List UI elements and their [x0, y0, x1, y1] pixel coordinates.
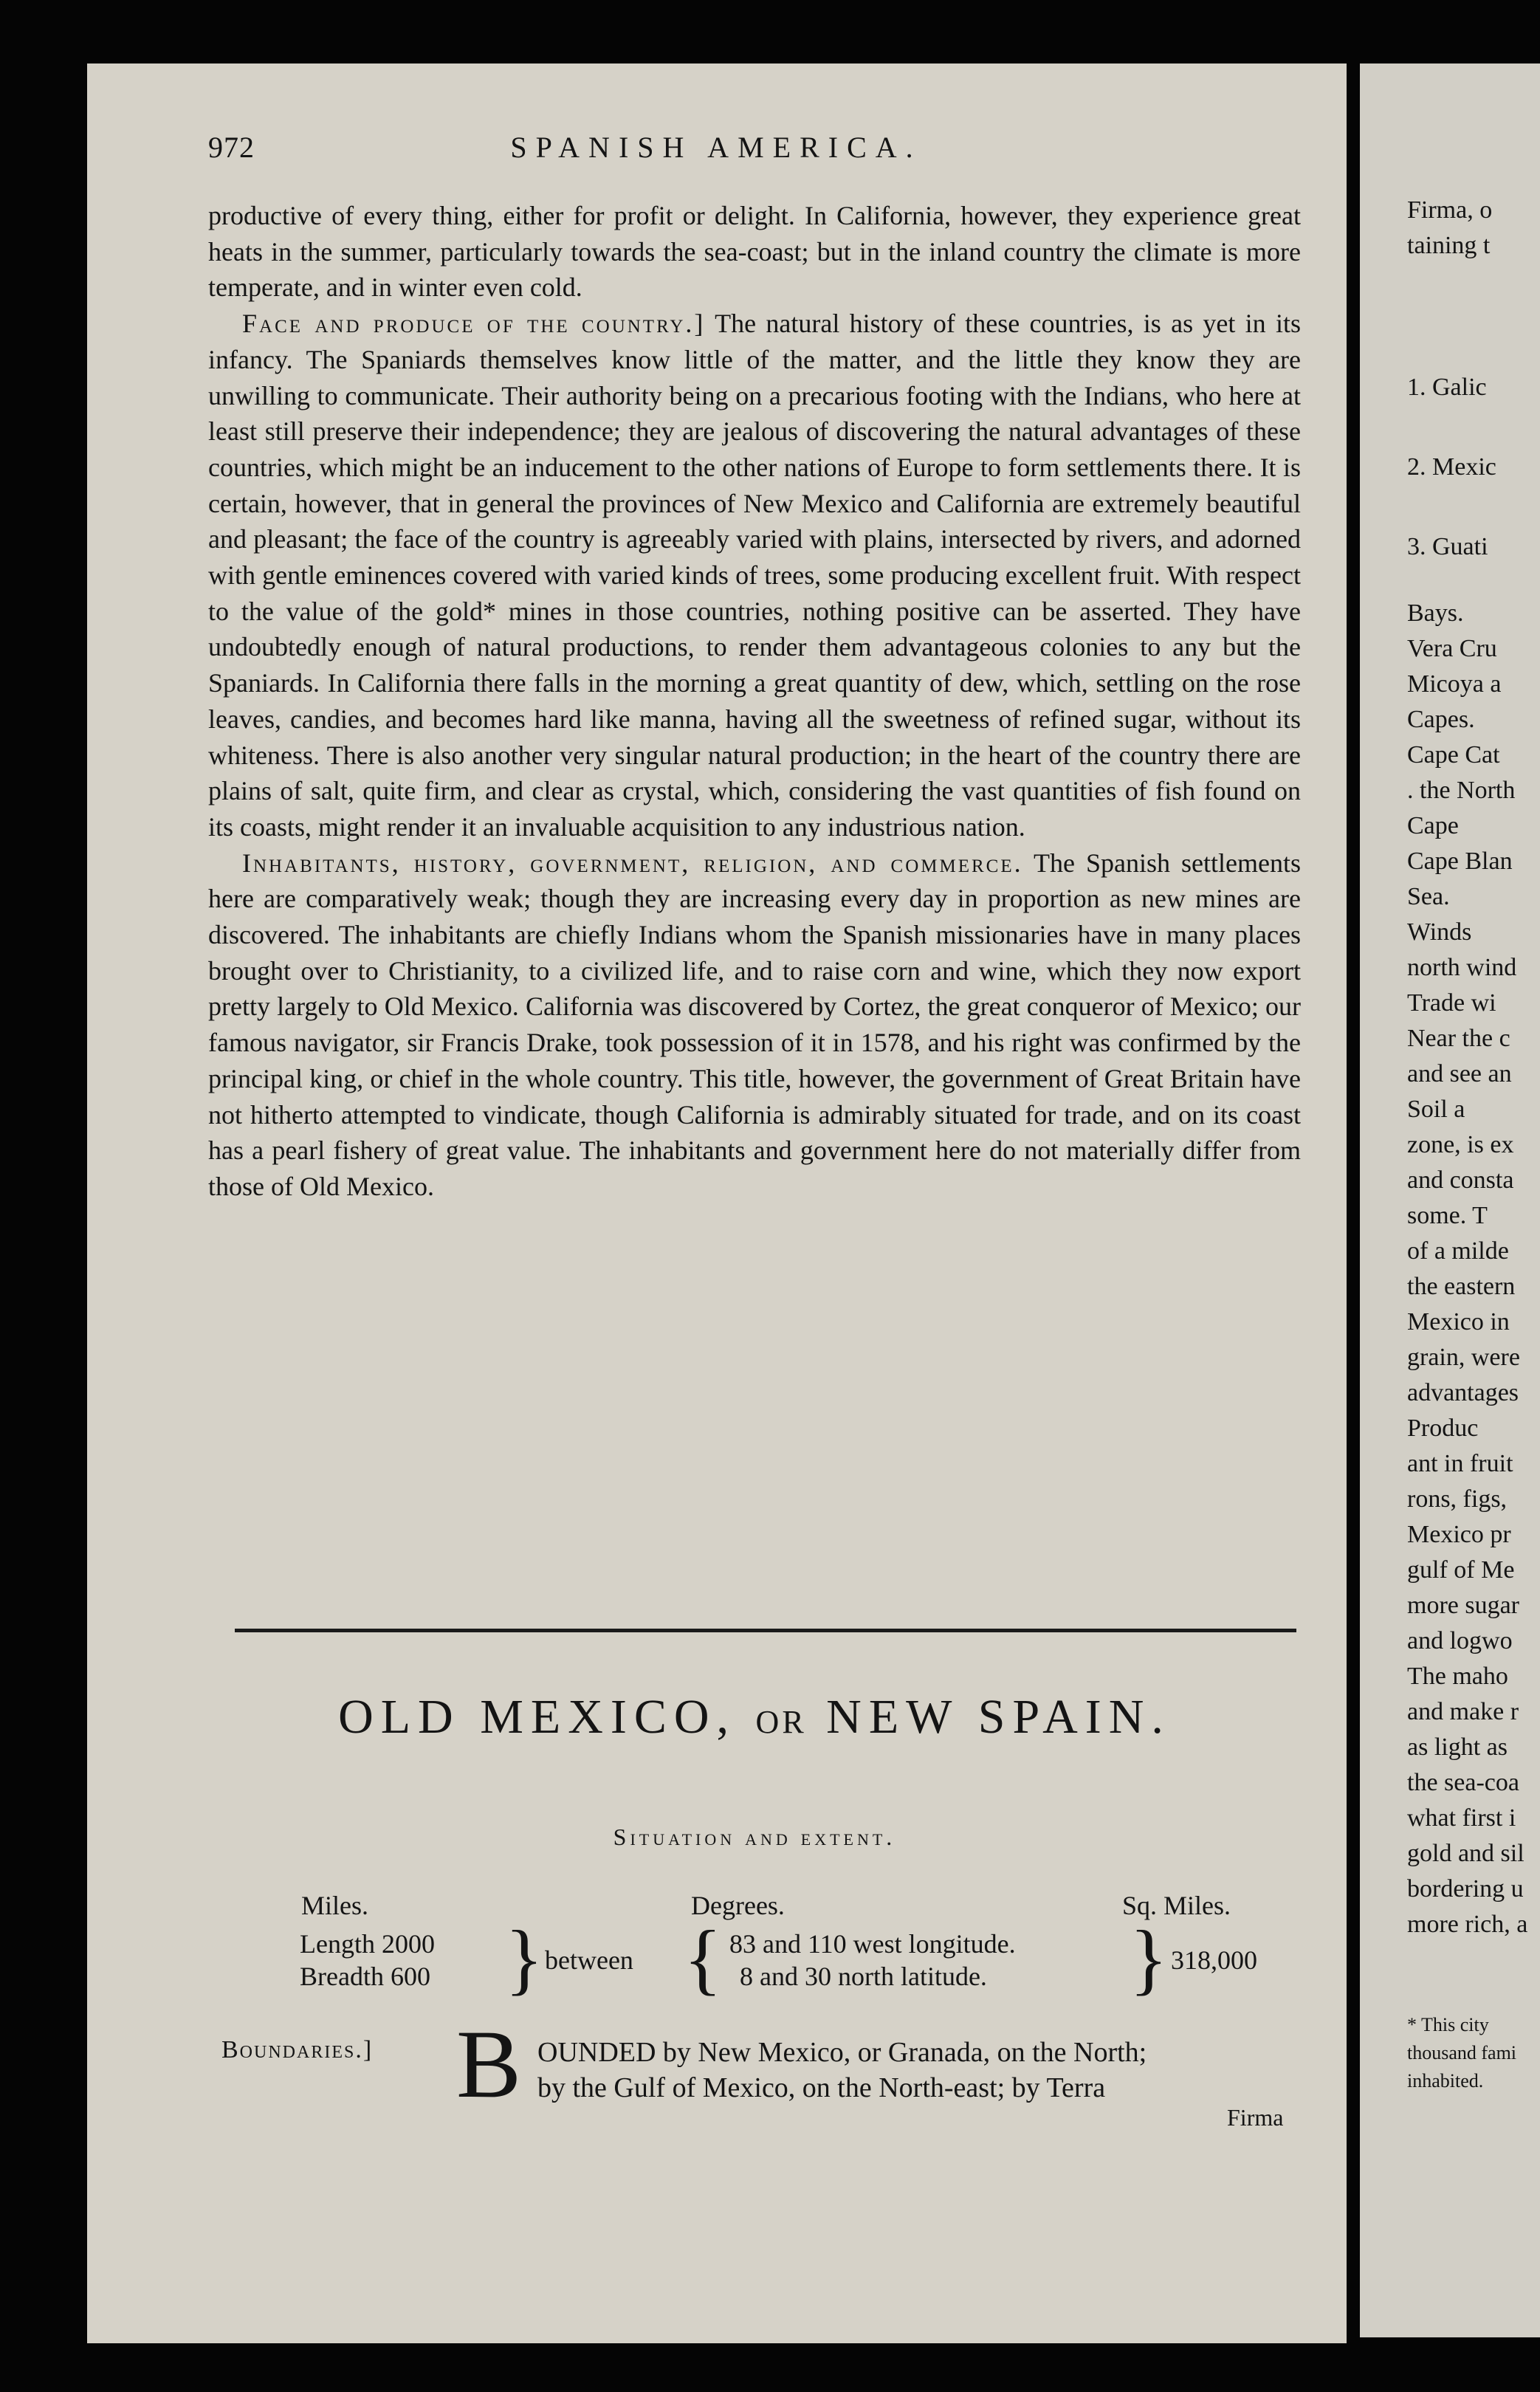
facing-footnote: inhabited. [1407, 2070, 1484, 2092]
facing-line: Cape Blan [1407, 848, 1513, 875]
facing-line: Trade wi [1407, 989, 1496, 1017]
extent-between: between [545, 1945, 633, 1975]
page-header [118, 130, 1314, 174]
facing-line: gold and sil [1407, 1840, 1524, 1867]
facing-line: the eastern [1407, 1273, 1516, 1300]
side-heading: Inhabitants, history, government, religion, and commerce. [242, 848, 1023, 878]
extent-longitude: 83 and 110 west longitude. [729, 1929, 1016, 1959]
column-head-sq-miles: Sq. Miles. [1122, 1891, 1231, 1920]
facing-line: Sea. [1407, 883, 1450, 910]
paragraph-face-and-produce [208, 306, 1301, 845]
facing-line: and consta [1407, 1166, 1514, 1194]
facing-line: Micoya a [1407, 670, 1502, 698]
facing-line: the sea-coa [1407, 1769, 1519, 1796]
facing-line: taining t [1407, 232, 1491, 259]
facing-line: some. T [1407, 1202, 1488, 1229]
extent-latitude: 8 and 30 north latitude. [740, 1962, 987, 1991]
paragraph-climate: productive of every thing, either for profit or delight. In California, however, they experience great heats in the summer, particularly towards the sea-coast; but in the inland country the climate is more temperate, and in winter even cold. [208, 201, 1301, 303]
facing-page [1360, 63, 1540, 2337]
body-text [208, 198, 1301, 1205]
facing-line: more rich, a [1407, 1911, 1528, 1938]
facing-line: bordering u [1407, 1875, 1524, 1903]
facing-footnote: * This city [1407, 2014, 1489, 2035]
facing-line: and make r [1407, 1698, 1519, 1725]
page-number: 972 [208, 131, 255, 164]
extent-breadth: Breadth 600 [300, 1962, 430, 1991]
brace-right-1: } [505, 1915, 543, 2003]
facing-line: Cape Cat [1407, 741, 1500, 769]
facing-line: as light as [1407, 1733, 1508, 1761]
paragraph-inhabitants [208, 845, 1301, 1205]
facing-line: and see an [1407, 1060, 1512, 1087]
facing-line: of a milde [1407, 1237, 1509, 1265]
extent-area: 318,000 [1171, 1945, 1257, 1975]
title-or: OR [755, 1704, 807, 1740]
facing-line: Near the c [1407, 1025, 1510, 1052]
brace-right-2: } [1130, 1915, 1168, 2003]
paragraph-text: The Spanish settlements here are comparatively weak; though they are increasing every day in proportion as new mines are discovered. The inhabitants are chiefly Indians whom the Spanish missionaries have in many places brought over to Christianity, to a civilized life, and to raise corn and wine, which they now export pretty largely to Old Mexico. California was discovered by Cortez, the great conqueror of Mexico; our famous navigator, sir Francis Drake, took possession of it in 1578, and his right was confirmed by the principal king, or chief in the whole country. This title, however, the government of Great Britain have not hitherto attempted to vindicate, though California is admirably situated for trade, and on its coast has a pearl fishery of great value. The inhabitants and government here do not materially differ from those of Old Mexico. [208, 848, 1301, 1201]
title-part-b: NEW SPAIN. [826, 1690, 1171, 1744]
boundaries-line-2: by the Gulf of Mexico, on the North-east; by Terra [537, 2072, 1106, 2103]
facing-line: Capes. [1407, 706, 1475, 733]
facing-line: ant in fruit [1407, 1450, 1513, 1477]
facing-line: Bays. [1407, 599, 1464, 627]
boundaries-label: Boundaries.] [221, 2036, 374, 2063]
facing-line: Winds [1407, 918, 1472, 946]
drop-cap: B [456, 2010, 522, 2118]
facing-line: advantages [1407, 1379, 1519, 1406]
brace-left: { [684, 1915, 722, 2003]
side-heading: Face and produce of the country.] [242, 309, 706, 339]
facing-line: 2. Mexic [1407, 453, 1496, 481]
section-subtitle: Situation and extent. [613, 1824, 896, 1850]
paragraph-text: The natural history of these countries, is as yet in its infancy. The Spaniards themselves know little of the matter, and the little they know they are unwilling to communicate. Their authority being on a precarious footing with the Indians, who here at least still preserve their independence; they are jealous of discovering the natural advantages of these countries, which might be an inducement to the other nations of Europe to form settlements there. It is certain, however, that in general the provinces of New Mexico and California are extremely beautiful and pleasant; the face of the country is agreeably varied with plains, intersected by rivers, and adorned with gentle eminences covered with varied kinds of trees, some producing excellent fruit. With respect to the value of the gold* mines in those countries, nothing positive can be asserted. They have undoubtedly enough of natural productions, to render them advantageous colonies to any but the Spaniards. In California there falls in the morning a great quantity of dew, which, settling on the rose leaves, candies, and becomes hard like manna, having all the sweetness of refined sugar, without its whiteness. There is also another very singular natural production; in the heart of the country there are plains of salt, quite firm, and clear as crystal, which, considering the vast quantities of fish found on its coasts, might render it an invaluable acquisition to any industrious nation. [208, 309, 1302, 842]
facing-line: Soil a [1407, 1096, 1465, 1123]
column-head-miles: Miles. [301, 1891, 369, 1920]
facing-line: more sugar [1407, 1592, 1520, 1619]
section-title [208, 1689, 1301, 1745]
column-head-degrees: Degrees. [691, 1891, 785, 1920]
facing-line: Mexico in [1407, 1308, 1510, 1336]
title-part-a: OLD MEXICO, [338, 1690, 737, 1744]
facing-line: . the North [1407, 777, 1516, 804]
facing-line: Cape [1407, 812, 1459, 839]
running-title: SPANISH AMERICA. [510, 131, 922, 164]
facing-line: rons, figs, [1407, 1485, 1508, 1513]
facing-line: gulf of Me [1407, 1556, 1515, 1584]
facing-line: 3. Guati [1407, 533, 1488, 560]
facing-line: Mexico pr [1407, 1521, 1511, 1548]
facing-line: Produc [1407, 1415, 1479, 1442]
facing-line: and logwo [1407, 1627, 1513, 1654]
extent-length: Length 2000 [300, 1929, 435, 1959]
facing-line: Vera Cru [1407, 635, 1497, 662]
facing-line: The maho [1407, 1663, 1508, 1690]
section-divider [235, 1629, 1296, 1632]
facing-line: Firma, o [1407, 196, 1493, 224]
facing-footnote: thousand fami [1407, 2042, 1517, 2063]
facing-line: north wind [1407, 954, 1517, 981]
facing-line: what first i [1407, 1804, 1516, 1832]
facing-line: 1. Galic [1407, 374, 1487, 401]
facing-line: zone, is ex [1407, 1131, 1514, 1158]
facing-line: grain, were [1407, 1344, 1520, 1371]
catchword: Firma [1227, 2104, 1284, 2131]
boundaries-line-1: OUNDED by New Mexico, or Granada, on the North; [537, 2037, 1147, 2068]
